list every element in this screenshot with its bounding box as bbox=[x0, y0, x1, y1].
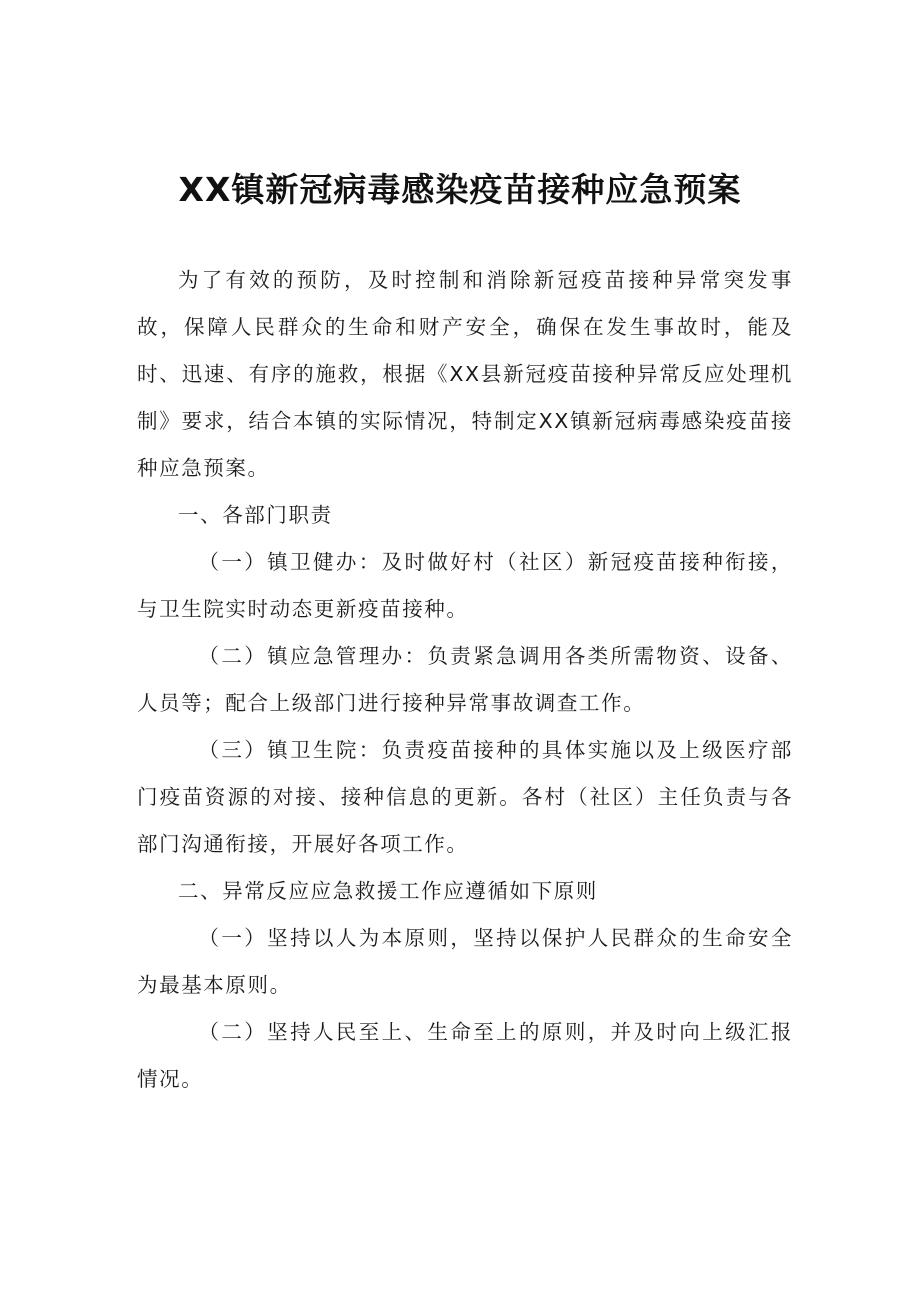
principle-item: （二）坚持人民至上、生命至上的原则，并及时向上级汇报情况。 bbox=[137, 1020, 793, 1091]
intro-paragraph: 为了有效的预防，及时控制和消除新冠疫苗接种异常突发事故，保障人民群众的生命和财产安全，确保在发生事故时，能及时、迅速、有序的施救，根据《XX县新冠疫苗接种异常反应处理机制》要求，结合本镇的实际情况，特制定XX镇新冠病毒感染疫苗接种应急预案。 bbox=[137, 268, 793, 480]
section-heading-principles: 二、异常反应应急救援工作应遵循如下原则 bbox=[178, 879, 598, 903]
document-body bbox=[137, 257, 793, 1103]
responsibility-item: （二）镇应急管理办：负责紧急调用各类所需物资、设备、人员等；配合上级部门进行接种异常事故调查工作。 bbox=[137, 644, 793, 715]
principle-item: （一）坚持以人为本原则，坚持以保护人民群众的生命安全为最基本原则。 bbox=[137, 926, 793, 997]
responsibility-item: （三）镇卫生院：负责疫苗接种的具体实施以及上级医疗部门疫苗资源的对接、接种信息的更新。各村（社区）主任负责与各部门沟通衔接，开展好各项工作。 bbox=[137, 738, 793, 856]
responsibility-item: （一）镇卫健办：及时做好村（社区）新冠疫苗接种衔接，与卫生院实时动态更新疫苗接种。 bbox=[137, 550, 793, 621]
document-title: XX镇新冠病毒感染疫苗接种应急预案 bbox=[178, 170, 742, 209]
section-heading-responsibilities: 一、各部门职责 bbox=[178, 503, 333, 527]
